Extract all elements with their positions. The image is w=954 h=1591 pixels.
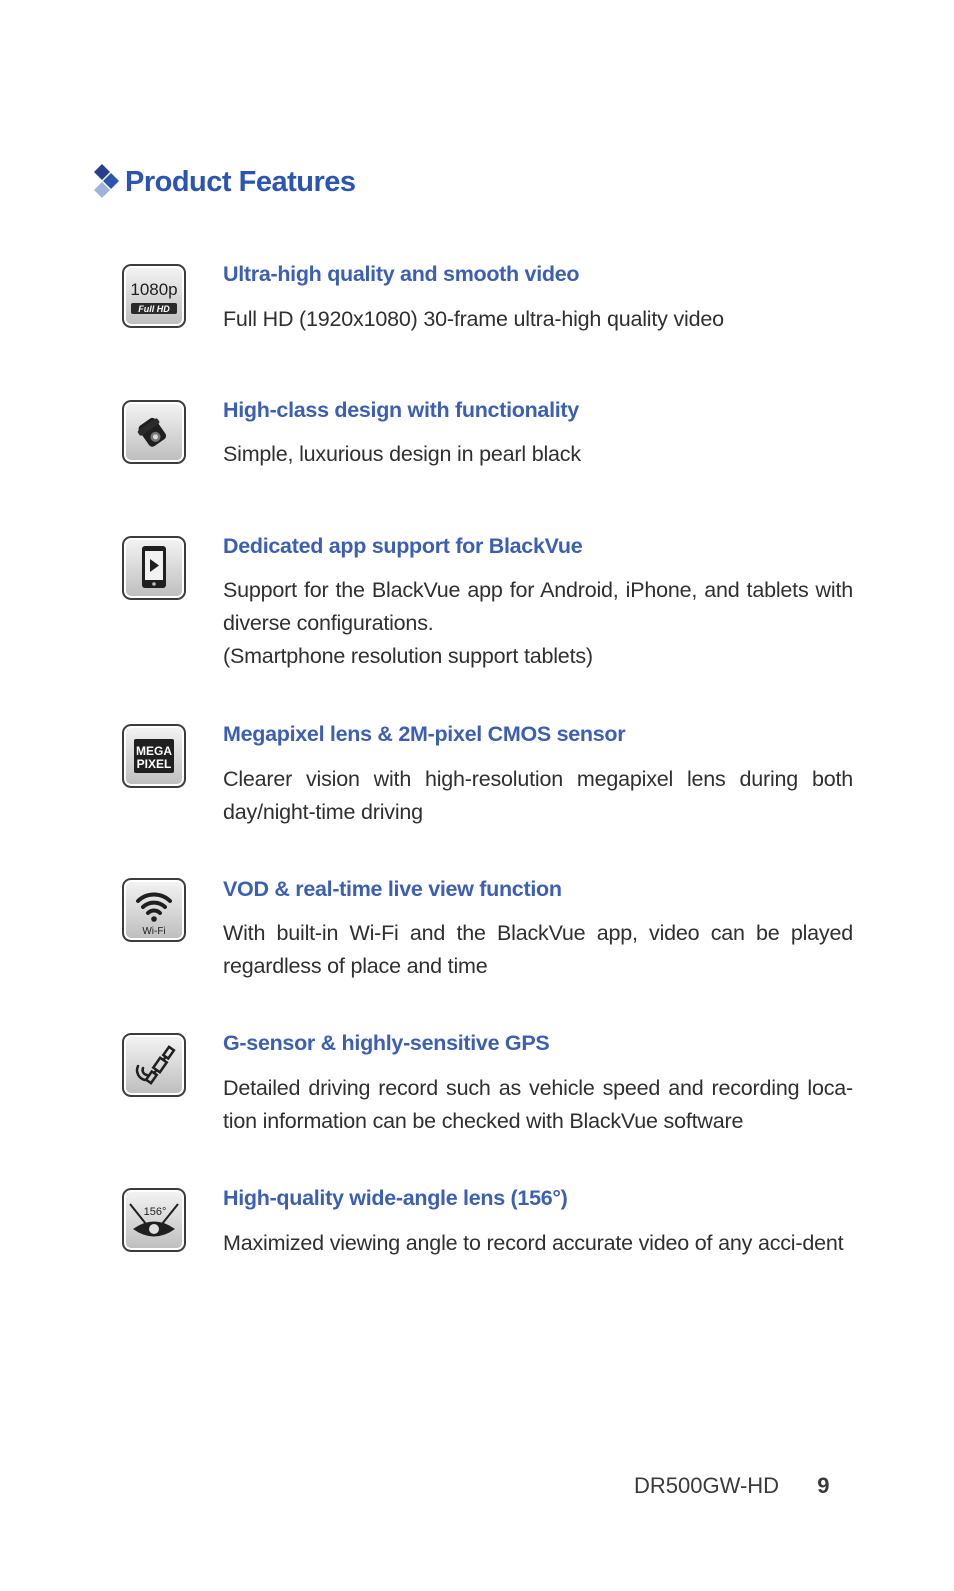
page-footer xyxy=(634,1473,829,1499)
feature-description-line: (Smartphone resolution support tablets) xyxy=(223,644,593,668)
megapixel-icon xyxy=(122,724,186,788)
diamond-bullet-icon xyxy=(92,162,122,202)
feature-title: Ultra-high quality and smooth video xyxy=(223,262,580,286)
model-name: DR500GW-HD xyxy=(634,1473,780,1498)
feature-description xyxy=(223,917,853,983)
feature-description xyxy=(223,574,853,673)
svg-text:Full HD: Full HD xyxy=(138,304,170,314)
svg-text:PIXEL: PIXEL xyxy=(136,757,172,771)
wifi-icon xyxy=(122,878,186,942)
feature-title: Dedicated app support for BlackVue xyxy=(223,534,583,558)
page-number: 9 xyxy=(817,1473,830,1498)
feature-description-line: Support for the BlackVue app for Android, iPhone, and tablets with diverse configurations. xyxy=(223,578,853,635)
feature-description xyxy=(223,438,853,471)
feature-title: G-sensor & highly-sensitive GPS xyxy=(223,1031,550,1055)
feature-title: High-class design with functionality xyxy=(223,398,579,422)
feature-description-line: Maximized viewing angle to record accurate video of any acci-dent xyxy=(223,1231,844,1255)
full-hd-1080p-icon xyxy=(122,264,186,328)
feature-description-line: Full HD (1920x1080) 30-frame ultra-high quality video xyxy=(223,307,724,331)
feature-description xyxy=(223,763,853,829)
page-title: Product Features xyxy=(125,165,356,198)
feature-title: VOD & real-time live view function xyxy=(223,877,562,901)
smartphone-app-icon xyxy=(122,536,186,600)
camera-design-icon xyxy=(122,400,186,464)
svg-text:Wi-Fi: Wi-Fi xyxy=(142,926,166,937)
svg-text:156°: 156° xyxy=(143,1206,167,1218)
feature-description-line: With built-in Wi-Fi and the BlackVue app, video can be played regardless of place and time xyxy=(223,921,853,978)
wide-angle-lens-icon xyxy=(122,1188,186,1252)
svg-text:1080p: 1080p xyxy=(130,280,178,299)
feature-title: Megapixel lens & 2M-pixel CMOS sensor xyxy=(223,722,626,746)
feature-description xyxy=(223,303,853,336)
feature-description-line: Clearer vision with high-resolution megapixel lens during both day/night-time driving xyxy=(223,767,853,824)
feature-title: High-quality wide-angle lens (156°) xyxy=(223,1186,568,1210)
svg-text:MEGA: MEGA xyxy=(136,744,172,758)
feature-description xyxy=(223,1072,853,1138)
section-heading xyxy=(92,162,356,202)
gps-satellite-icon xyxy=(122,1033,186,1097)
feature-description xyxy=(223,1227,853,1260)
feature-description-line: Simple, luxurious design in pearl black xyxy=(223,442,581,466)
feature-description-line: Detailed driving record such as vehicle speed and recording loca-tion information can be checked with BlackVue software xyxy=(223,1076,853,1133)
